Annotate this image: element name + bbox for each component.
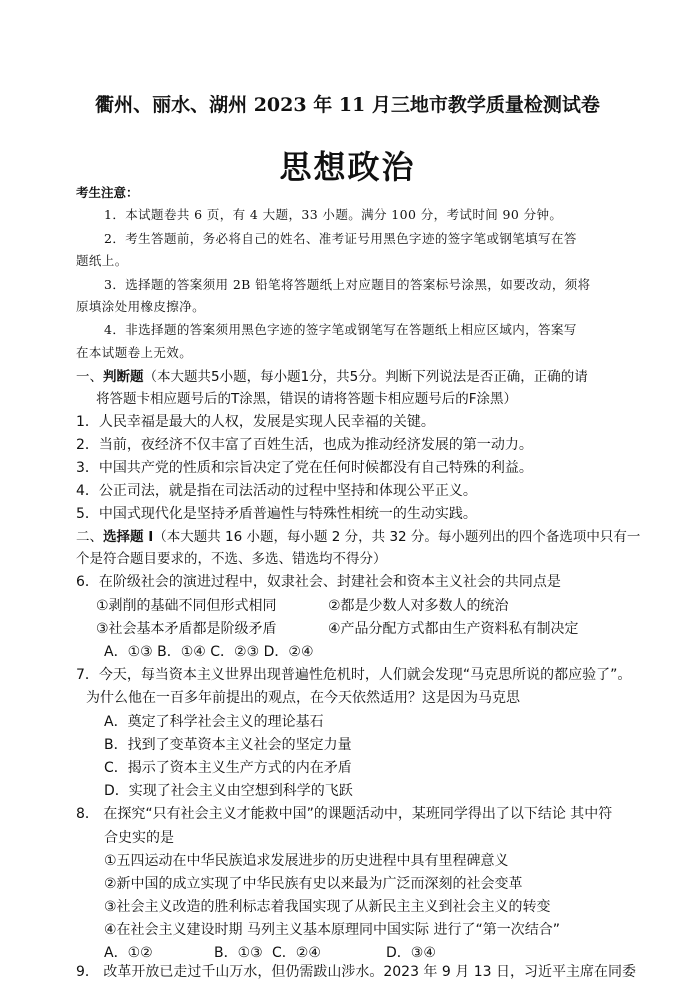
q6-option-2: ②都是少数人对多数人的统治 [328, 598, 509, 614]
q6-option-3: ③社会基本矛盾都是阶级矛盾 [96, 621, 277, 637]
section2-prefix: 二、 [76, 529, 103, 545]
subject-title: 思想政治 [279, 148, 416, 186]
q8-option-2: ②新中国的成立实现了中华民族有史以来最为广泛而深刻的社会变革 [104, 876, 523, 892]
section1-name: 判断题 [103, 369, 144, 385]
q9-stem-1: 9． 改革开放已走过千山万水，但仍需跋山涉水。2023 年 9 月 13 日，习近平主席在同委 [76, 964, 636, 980]
judgment-item-5: 5．中国式现代化是坚持矛盾普遍性与特殊性相统一的生动实践。 [76, 506, 477, 522]
q8-answer-c: C．②④ [272, 945, 321, 961]
q6-stem: 6．在阶级社会的演进过程中，奴隶社会、封建社会和资本主义社会的共同点是 [76, 574, 561, 590]
q8-answer-d: D．③④ [386, 945, 436, 961]
notice-heading: 考生注意： [76, 185, 139, 200]
notice-line-4: 3．选择题的答案须用 2B 铅笔将答题纸上对应题目的答案标号涂黑，如要改动，须将 [104, 277, 591, 292]
q8-answer-b: B．①③ [214, 945, 263, 961]
q7-option-c: C．揭示了资本主义生产方式的内在矛盾 [104, 760, 352, 776]
notice-line-2: 2．考生答题前，务必将自己的姓名、准考证号用黑色字迹的签字笔或钢笔填写在答 [104, 231, 577, 246]
q8-option-1: ①五四运动在中华民族追求发展进步的历史进程中具有里程碑意义 [104, 853, 509, 869]
section1-prefix: 一、 [76, 369, 103, 385]
q6-option-1: ①剥削的基础不同但形式相同 [96, 598, 277, 614]
section1-desc: （本大题共5小题，每小题1分，共5分。判断下列说法是否正确，正确的请 [143, 369, 588, 385]
section1-heading [76, 368, 588, 386]
notice-line-6: 4．非选择题的答案须用黑色字迹的签字笔或钢笔写在答题纸上相应区域内，答案写 [104, 322, 577, 337]
q8-stem-1: 8． 在探究“只有社会主义才能救中国”的课题活动中，某班同学得出了以下结论 其中符 [76, 806, 613, 822]
notice-line-1: 1．本试题卷共 6 页，有 4 大题，33 小题。满分 100 分，考试时间 90 分钟。 [104, 207, 563, 222]
notice-line-3: 题纸上。 [76, 253, 128, 268]
section2-heading [76, 528, 640, 546]
exam-title: 衢州、丽水、湖州 2023 年 11 月三地市教学质量检测试卷 [95, 94, 600, 116]
section2-desc: （本大题共 16 小题，每小题 2 分，共 32 分。每小题列出的四个备选项中只有一 [153, 529, 641, 545]
section2-name: 选择题 I [103, 529, 154, 545]
q7-option-b: B．找到了变革资本主义社会的坚定力量 [104, 737, 352, 753]
judgment-item-1: 1．人民幸福是最大的人权，发展是实现人民幸福的关键。 [76, 414, 435, 430]
q7-stem-1: 7．今天，每当资本主义世界出现普遍性危机时，人们就会发现“马克思所说的都应验了”。 [76, 667, 632, 683]
section1-desc-2: 将答题卡相应题号后的T涂黑，错误的请将答题卡相应题号后的F涂黑） [96, 391, 518, 407]
q7-stem-2: 为什么他在一百多年前提出的观点，在今天依然适用？这是因为马克思 [86, 690, 520, 706]
judgment-item-3: 3．中国共产党的性质和宗旨决定了党在任何时候都没有自己特殊的利益。 [76, 460, 533, 476]
q8-option-4: ④在社会主义建设时期 马列主义基本原理同中国实际 进行了“第一次结合” [104, 922, 560, 938]
notice-line-5: 原填涂处用橡皮擦净。 [76, 299, 206, 314]
judgment-item-4: 4．公正司法，就是指在司法活动的过程中坚持和体现公平正义。 [76, 483, 477, 499]
q7-option-a: A．奠定了科学社会主义的理论基石 [104, 714, 324, 730]
judgment-item-2: 2．当前，夜经济不仅丰富了百姓生活，也成为推动经济发展的第一动力。 [76, 437, 533, 453]
notice-line-7: 在本试题卷上无效。 [76, 345, 193, 360]
section2-desc-2: 个是符合题目要求的，不选、多选、错选均不得分） [76, 551, 387, 567]
q7-option-d: D．实现了社会主义由空想到科学的飞跃 [104, 783, 353, 799]
q8-option-3: ③社会主义改造的胜利标志着我国实现了从新民主主义到社会主义的转变 [104, 899, 551, 915]
q8-stem-2: 合史实的是 [104, 830, 174, 846]
q6-option-4: ④产品分配方式都由生产资料私有制决定 [328, 621, 579, 637]
q6-answers: A．①③ B．①④ C．②③ D．②④ [104, 644, 314, 660]
q8-answer-a: A．①② [104, 945, 153, 961]
